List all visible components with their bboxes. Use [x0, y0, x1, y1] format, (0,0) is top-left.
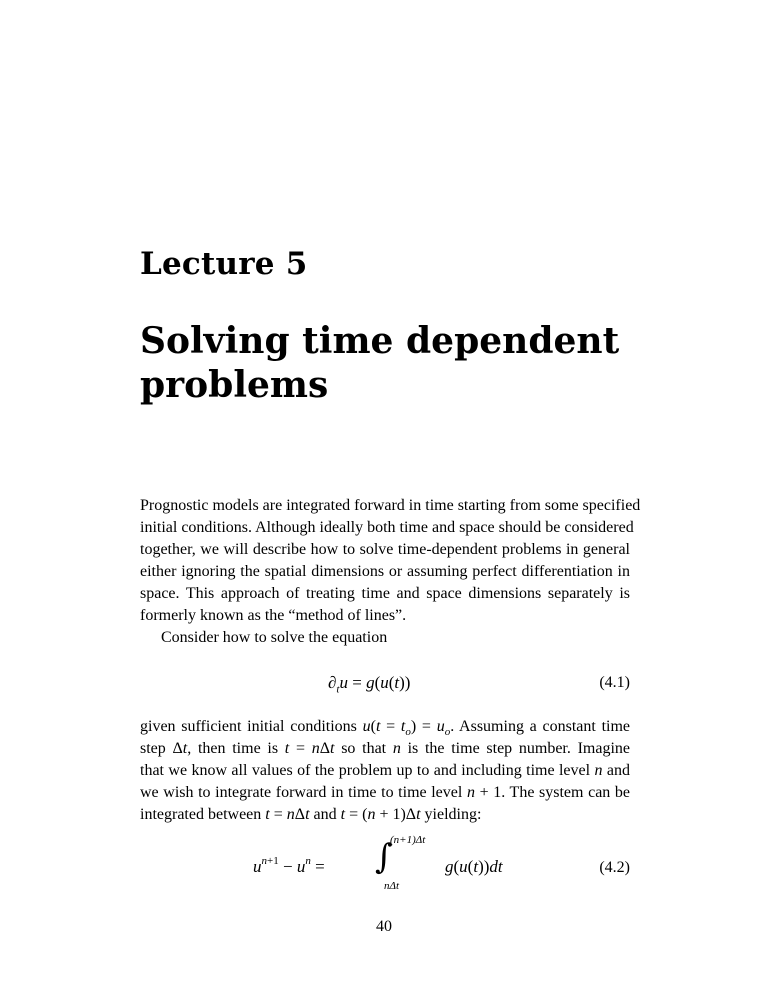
paragraph2-line-1: given sufficient initial conditions $u(t = t_o) = u_o$. Assuming a constant time	[140, 718, 631, 739]
consider-line: Consider how to solve the equation	[161, 629, 388, 646]
paragraph2-line-2: step Δt, then time is t = nΔt so that n is the time step number. Imagine	[140, 740, 631, 757]
equation-4-1-number: (4.1)	[599, 674, 630, 691]
paragraph2-line-3: that we know all values of the problem up to and including time level n and	[140, 762, 630, 779]
intro-line-5: space. This approach of treating time and space dimensions separately is	[140, 585, 630, 602]
equation-4-1: $\partial_tu = g(u(t))$	[328, 673, 411, 696]
chapter-title: Solving time dependent problems	[140, 320, 620, 406]
equation-4-2-number: (4.2)	[599, 859, 630, 876]
intro-line-4: either ignoring the spatial dimensions or assuming perfect differentiation in	[140, 563, 630, 580]
intro-line-3: together, we will describe how to solve time-dependent problems in general	[140, 541, 630, 558]
intro-line-6: formerly known as the “method of lines”.	[140, 607, 407, 624]
paragraph2-line-4: we wish to integrate forward in time to time level n + 1. The system can be	[140, 784, 631, 801]
intro-line-2: initial conditions. Although ideally both time and space should be considered	[140, 519, 634, 536]
chapter-label: Lecture 5	[140, 246, 308, 282]
intro-line-1: Prognostic models are integrated forward in time starting from some specified	[140, 497, 641, 514]
integral-sign-icon: ∫	[375, 837, 393, 877]
page-number: 40	[376, 918, 392, 935]
paragraph2-line-5: integrated between t = nΔt and t = (n + 1)Δt yielding:	[140, 806, 482, 823]
